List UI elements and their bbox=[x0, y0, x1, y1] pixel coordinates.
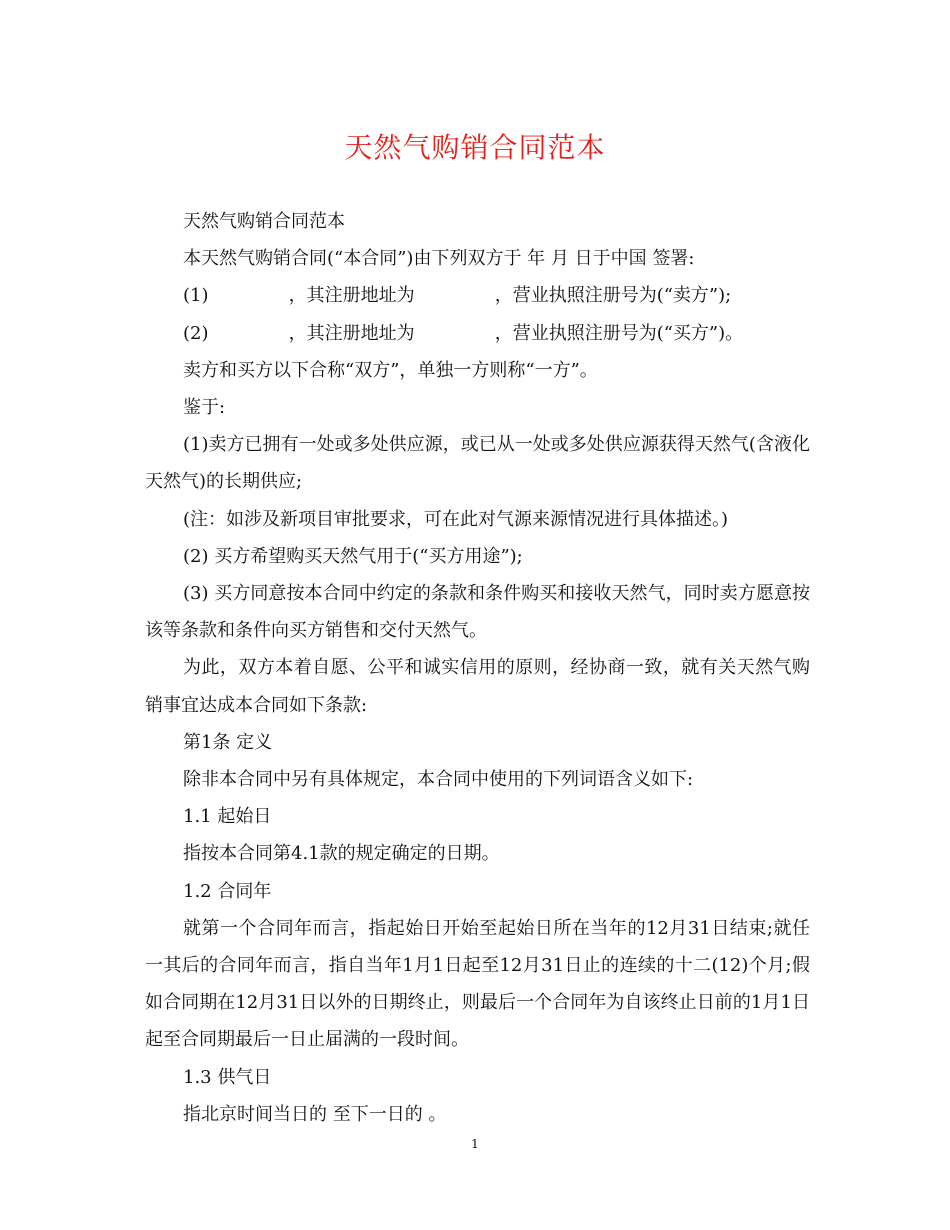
clause-1-3-heading: 1.3 供气日 bbox=[183, 1066, 272, 1088]
document-title: 天然气购销合同范本 bbox=[344, 131, 606, 164]
clause-1-2-heading: 1.2 合同年 bbox=[183, 880, 272, 902]
paragraph-whereas-1: (1)卖方已拥有一处或多处供应源，或已从一处或多处供应源获得天然气(含液化天然气)的长期供应; bbox=[145, 434, 810, 493]
paragraph-heading: 天然气购销合同范本 bbox=[183, 211, 345, 232]
clause-1-1-heading: 1.1 起始日 bbox=[183, 806, 272, 828]
clause-1-2-text: 就第一个合同年而言，指起始日开始至起始日所在当年的12月31日结束;就任一其后的合同年而言，指自当年1月1日起至12月31日止的连续的十二(12)个月;假如合同期在12月31日以外的日期终止，则最后一个合同年为自该终止日前的1月1日起至合同期最后一日止届满的一段时间。 bbox=[145, 917, 810, 1051]
clause-1-1-text: 指按本合同第4.1款的规定确定的日期。 bbox=[183, 843, 500, 865]
paragraph-parties: 卖方和买方以下合称“双方”，单独一方则称“一方”。 bbox=[183, 359, 598, 381]
paragraph-definitions-intro: 除非本合同中另有具体规定，本合同中使用的下列词语含义如下: bbox=[183, 769, 694, 791]
paragraph-whereas: 鉴于: bbox=[183, 397, 226, 419]
document-body bbox=[145, 203, 810, 1133]
paragraph-whereas-2: (2) 买方希望购买天然气用于(“买方用途”); bbox=[183, 545, 523, 567]
paragraph-therefore: 为此，双方本着自愿、公平和诚实信用的原则，经协商一致，就有关天然气购销事宜达成本合同如下条款: bbox=[145, 657, 810, 716]
article-1-heading: 第1条 定义 bbox=[183, 731, 273, 753]
clause-1-3-text: 指北京时间当日的 至下一日的 。 bbox=[183, 1103, 447, 1125]
paragraph-note: (注：如涉及新项目审批要求，可在此对气源来源情况进行具体描述。) bbox=[183, 508, 729, 530]
page-number: 1 bbox=[471, 1137, 479, 1151]
paragraph-whereas-3: (3) 买方同意按本合同中约定的条款和条件购买和接收天然气，同时卖方愿意按该等条款和条件向买方销售和交付天然气。 bbox=[145, 583, 810, 642]
paragraph-intro: 本天然气购销合同(“本合同”)由下列双方于 年 月 日于中国 签署: bbox=[183, 248, 695, 270]
paragraph-seller: (1) ，其注册地址为 ，营业执照注册号为(“卖方”); bbox=[183, 285, 732, 307]
paragraph-buyer: (2) ，其注册地址为 ，营业执照注册号为(“买方”)。 bbox=[183, 322, 744, 344]
